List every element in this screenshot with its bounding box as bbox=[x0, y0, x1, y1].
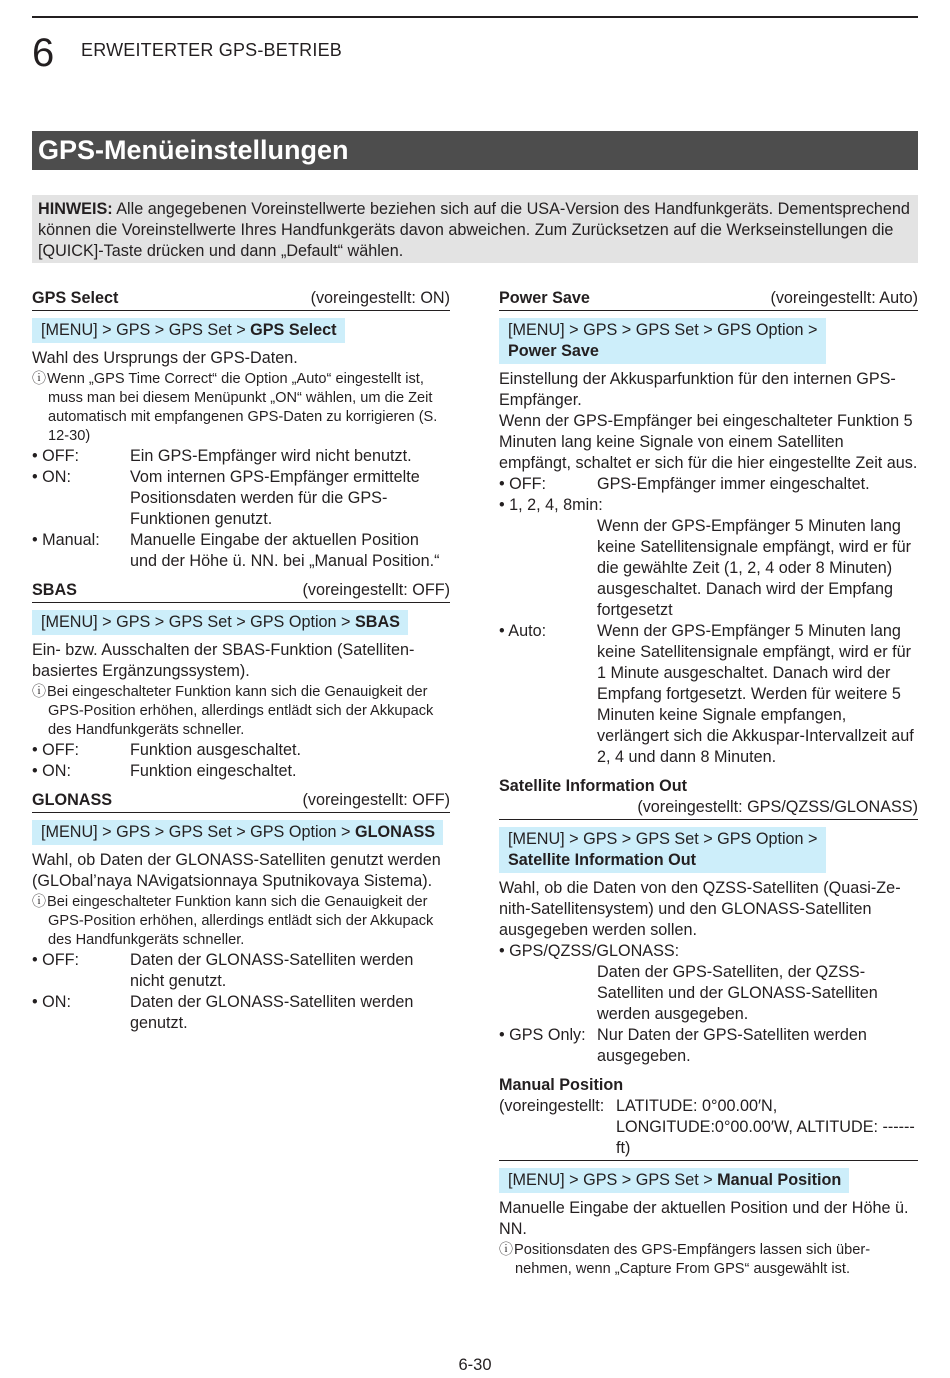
option-key: • OFF: bbox=[32, 447, 80, 465]
sat-info-header bbox=[499, 776, 918, 820]
info-icon: ⓘ bbox=[32, 683, 46, 699]
chapter-title: ERWEITERTER GPS-BETRIEB bbox=[81, 40, 342, 60]
gps-select-menu-path bbox=[32, 318, 345, 343]
page-number: 6-30 bbox=[458, 1356, 492, 1374]
option-key: • OFF: bbox=[32, 741, 80, 759]
info-text: Bei eingeschalteter Funktion kann sich die Genauigkeit der GPS-Position erhöhen, allerdings entlädt sich der Akkupack des Handfunkgeräts schneller. bbox=[47, 894, 434, 948]
sat-info-menu-path bbox=[499, 827, 826, 873]
manual-position-section bbox=[499, 1075, 918, 1279]
option-value: Funktion eingeschaltet. bbox=[130, 762, 297, 780]
option-row bbox=[499, 495, 918, 621]
glonass-header bbox=[32, 790, 450, 813]
power-save-menu-path bbox=[499, 318, 826, 364]
option-value: Daten der GLONASS-Satelliten werden genutzt. bbox=[130, 993, 414, 1032]
gps-select-title: GPS Select bbox=[32, 289, 119, 307]
default-value: LATITUDE: 0°00.00′N, LONGITUDE:0°00.00′W, ALTITUDE: ------ft) bbox=[616, 1097, 915, 1157]
option-key: • OFF: bbox=[499, 475, 547, 493]
option-value: Manuelle Eingabe der aktuellen Position und der Höhe ü. NN. bei „Manual Position.“ bbox=[130, 531, 440, 570]
option-row bbox=[32, 530, 450, 572]
manual-position-menu-path bbox=[499, 1168, 849, 1193]
sbas-menu-path bbox=[32, 610, 408, 635]
info-text: Wenn „GPS Time Correct“ die Option „Auto“ eingestellt ist, muss man bei diesem Menüpunkt „ON“ wählen, um die Zeit automatisch mit empfangenen GPS-Daten zu korrigieren (S. 12-30) bbox=[47, 371, 438, 444]
info-icon: ⓘ bbox=[499, 1241, 513, 1257]
default-label: (voreingestellt: bbox=[499, 1097, 605, 1115]
glonass-menu-path bbox=[32, 820, 443, 845]
power-save-title: Power Save bbox=[499, 289, 590, 307]
option-row bbox=[32, 467, 450, 530]
option-key: • 1, 2, 4, 8min: bbox=[499, 496, 603, 514]
power-save-header bbox=[499, 288, 918, 311]
manual-position-header bbox=[499, 1075, 918, 1161]
option-key: • Auto: bbox=[499, 622, 547, 640]
note-box bbox=[32, 195, 918, 263]
option-value: Vom internen GPS-Empfänger ermittelte Positionsdaten werden für die GPS-Funktionen genutzt. bbox=[130, 468, 420, 528]
option-row bbox=[32, 446, 450, 467]
sbas-description: Ein- bzw. Ausschalten der SBAS-Funktion (Satellitenbasiertes Ergänzungssystem). bbox=[32, 641, 415, 680]
option-key: • GPS/QZSS/GLONASS: bbox=[499, 942, 680, 960]
menu-path-prefix: [MENU] > GPS > GPS Set > GPS Option > bbox=[41, 613, 355, 631]
glonass-title: GLONASS bbox=[32, 791, 113, 809]
option-row bbox=[32, 992, 450, 1034]
info-icon: ⓘ bbox=[32, 893, 46, 909]
right-column bbox=[499, 288, 918, 1287]
gps-select-info bbox=[32, 369, 450, 446]
glonass-section bbox=[32, 790, 450, 1034]
menu-path-prefix: [MENU] > GPS > GPS Set > bbox=[508, 1171, 718, 1189]
option-row bbox=[32, 950, 450, 992]
note-text: Alle angegebenen Voreinstellwerte beziehen sich auf die USA-Version des Handfunkgeräts. Dementsprechend können die Voreinstellwerte Ihres Handfunkgeräts davon abweichen. Zum Zurücksetzen auf die Werkseinstellungen die [QUICK]-Taste drücken und dann „Default“ wählen. bbox=[38, 200, 910, 260]
menu-path-target: GLONASS bbox=[355, 823, 436, 841]
manual-position-default bbox=[499, 1096, 918, 1159]
manual-position-description: Manuelle Eingabe der aktuellen Position und der Höhe ü. NN. bbox=[499, 1199, 909, 1238]
option-row bbox=[499, 474, 918, 495]
sbas-header bbox=[32, 580, 450, 603]
manual-position-title: Manual Position bbox=[499, 1076, 624, 1094]
option-value: Daten der GLONASS-Satelliten werden nicht genutzt. bbox=[130, 951, 414, 990]
menu-path-target: Power Save bbox=[508, 342, 599, 360]
gps-select-description: Wahl des Ursprungs der GPS-Daten. bbox=[32, 349, 298, 367]
info-text: Positionsdaten des GPS-Empfängers lassen sich übernehmen, wenn „Capture From GPS“ ausgewählt ist. bbox=[514, 1242, 871, 1277]
option-row bbox=[499, 621, 918, 768]
option-value: Daten der GPS-Satelliten, der QZSS-Satelliten und der GLONASS-Satelliten werden ausgegeben. bbox=[597, 963, 878, 1023]
menu-path-prefix: [MENU] > GPS > GPS Set > bbox=[41, 321, 251, 339]
chapter-number: 6 bbox=[32, 31, 55, 75]
option-value: Wenn der GPS-Empfänger 5 Minuten lang keine Satellitensignale empfängt, wird er für die gewählte Zeit (1, 2, 4 oder 8 Minuten) ausgeschaltet. Danach wird der Empfang fortgesetzt bbox=[597, 517, 912, 619]
option-value: Ein GPS-Empfänger wird nicht benutzt. bbox=[130, 447, 412, 465]
power-save-default: (voreingestellt: Auto) bbox=[770, 289, 918, 307]
glonass-description: Wahl, ob Daten der GLONASS-Satelliten genutzt werden (GLObal’naya NAvigatsionnaya Sputnikovaya Sistema). bbox=[32, 851, 441, 890]
note-label: HINWEIS: bbox=[38, 200, 113, 218]
option-key: • OFF: bbox=[32, 951, 80, 969]
option-value: Nur Daten der GPS-Satelliten werden ausgegeben. bbox=[597, 1026, 867, 1065]
option-value: GPS-Empfänger immer eingeschaltet. bbox=[597, 475, 870, 493]
menu-path-prefix: [MENU] > GPS > GPS Set > GPS Option > bbox=[508, 830, 818, 848]
option-key: • ON: bbox=[32, 993, 71, 1011]
option-row bbox=[499, 941, 918, 1025]
sbas-info bbox=[32, 682, 450, 740]
menu-path-target: SBAS bbox=[355, 613, 400, 631]
sbas-section bbox=[32, 580, 450, 782]
gps-select-header bbox=[32, 288, 450, 311]
power-save-description: Einstellung der Akkusparfunktion für den internen GPS-Empfänger. Wenn der GPS-Empfänger bei eingeschalteter Funktion 5 Minuten lang keine Signale von einem Satelliten empfängt, schaltet er sich für die hier eingestellte Zeit aus. bbox=[499, 370, 918, 472]
sat-info-description: Wahl, ob die Daten von den QZSS-Satelliten (Quasi-Zenith-Satellitensystem) und den GLONASS-Satelliten ausgegeben werden sollen. bbox=[499, 879, 901, 939]
option-key: • ON: bbox=[32, 468, 71, 486]
glonass-info bbox=[32, 892, 450, 950]
option-row bbox=[32, 761, 450, 782]
sat-info-title: Satellite Information Out bbox=[499, 777, 687, 795]
menu-path-target: Manual Position bbox=[717, 1171, 842, 1189]
menu-path-prefix: [MENU] > GPS > GPS Set > GPS Option > bbox=[508, 321, 818, 339]
gps-select-default: (voreingestellt: ON) bbox=[310, 289, 450, 307]
header-rule bbox=[32, 16, 918, 18]
gps-select-section bbox=[32, 288, 450, 572]
sat-info-default: (voreingestellt: GPS/QZSS/GLONASS) bbox=[637, 798, 918, 816]
option-key: • ON: bbox=[32, 762, 71, 780]
option-row bbox=[32, 740, 450, 761]
menu-path-target: Satellite Information Out bbox=[508, 851, 696, 869]
info-text: Bei eingeschalteter Funktion kann sich die Genauigkeit der GPS-Position erhöhen, allerdings entlädt sich der Akkupack des Handfunkgeräts schneller. bbox=[47, 684, 434, 738]
section-banner: GPS-Menüeinstellungen bbox=[32, 131, 918, 170]
menu-path-prefix: [MENU] > GPS > GPS Set > GPS Option > bbox=[41, 823, 355, 841]
sbas-default: (voreingestellt: OFF) bbox=[302, 581, 450, 599]
option-value: Funktion ausgeschaltet. bbox=[130, 741, 301, 759]
power-save-section bbox=[499, 288, 918, 768]
left-column bbox=[32, 288, 450, 1042]
menu-path-target: GPS Select bbox=[250, 321, 337, 339]
option-key: • GPS Only: bbox=[499, 1026, 586, 1044]
option-key: • Manual: bbox=[32, 531, 100, 549]
glonass-default: (voreingestellt: OFF) bbox=[302, 791, 450, 809]
option-value: Wenn der GPS-Empfänger 5 Minuten lang keine Satellitensignale empfängt, wird er für 1 Minute ausgeschaltet. Danach wird der Empfang fortgesetzt. Werden für weitere 5 Minuten keine Signale empfangen, verlängert sich die Akkuspar-Intervallzeit auf 2, 4 und dann 8 Minuten. bbox=[597, 622, 914, 766]
info-icon: ⓘ bbox=[32, 370, 46, 386]
sat-info-section bbox=[499, 776, 918, 1067]
sbas-title: SBAS bbox=[32, 581, 77, 599]
option-row bbox=[499, 1025, 918, 1067]
manual-position-info bbox=[499, 1240, 918, 1279]
